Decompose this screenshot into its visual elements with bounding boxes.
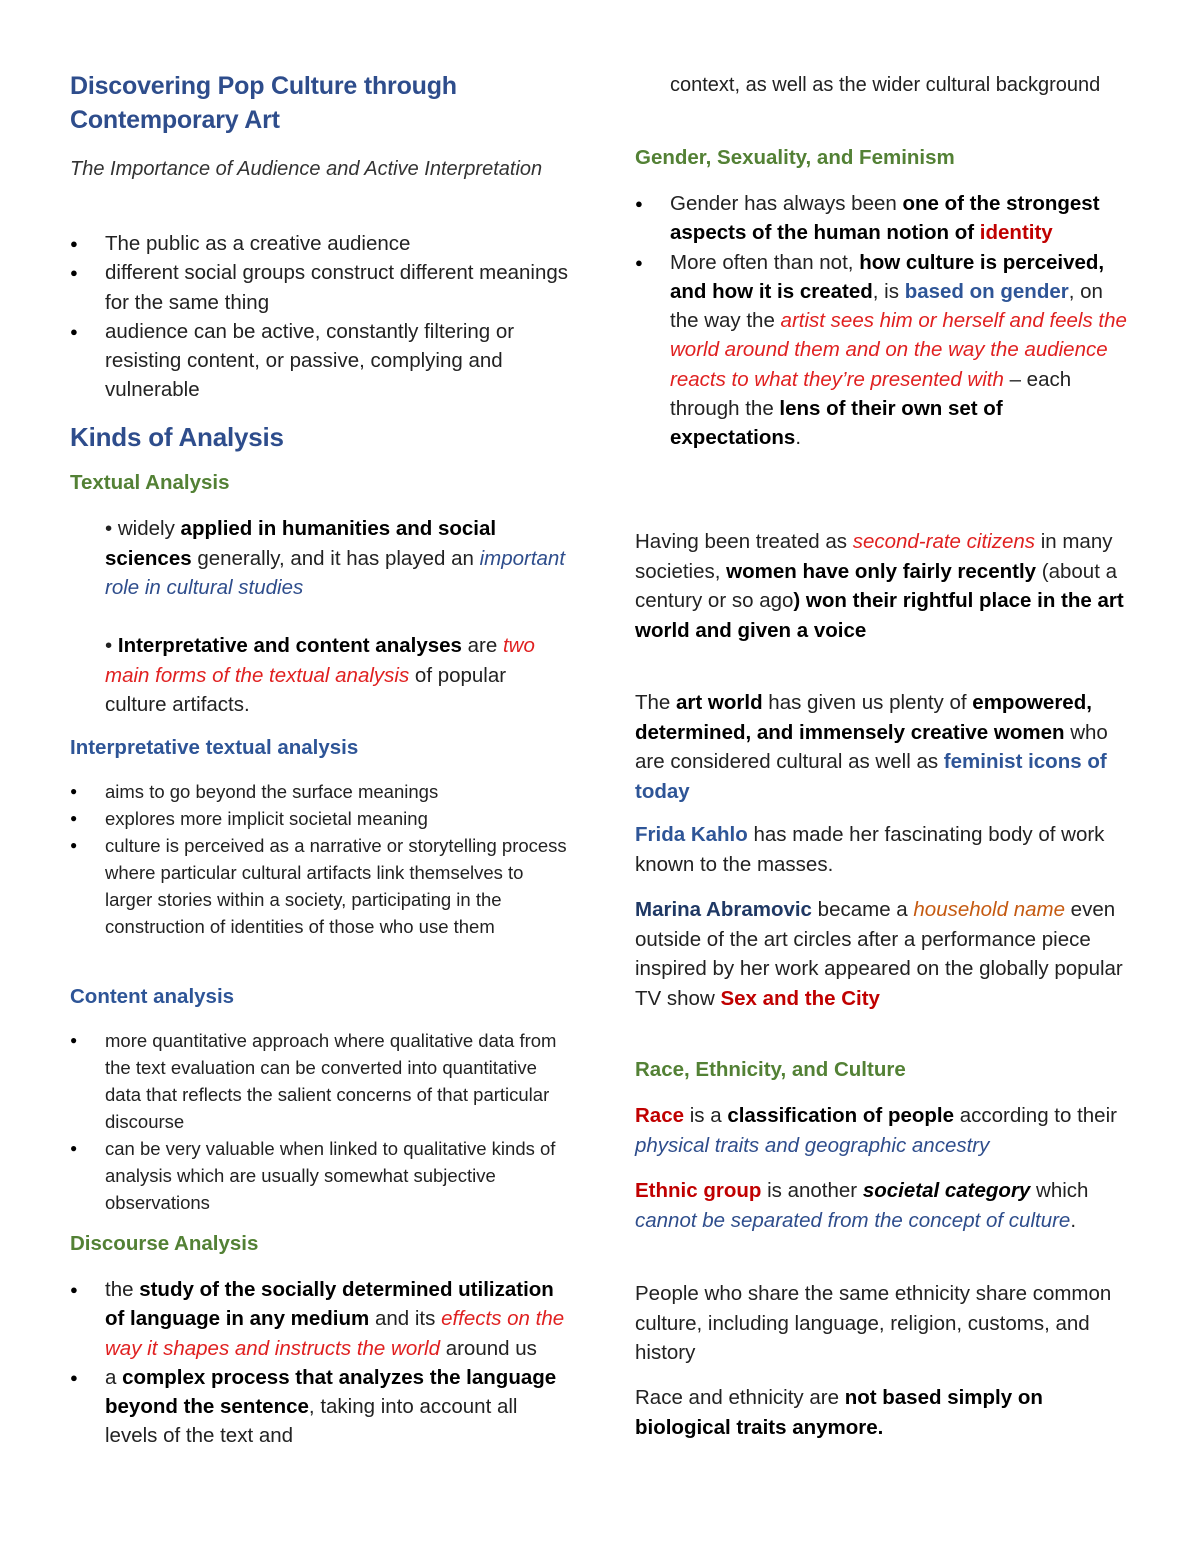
ethnic-paragraph: Ethnic group is another societal category which cannot be separated from the concept of culture. xyxy=(635,1179,1089,1232)
gender-list xyxy=(635,189,1135,453)
citizens-paragraph: Having been treated as second-rate citizens in many societies, women have only fairly recently (about a century or so ago) won their rightful place in the art world and given a voice xyxy=(635,530,1124,642)
list-item: ● aims to go beyond the surface meanings xyxy=(70,778,570,805)
interpretative-analysis-heading: Interpretative textual analysis xyxy=(70,736,359,759)
interpretative-list xyxy=(70,778,570,940)
list-item: ● more quantitative approach where qualitative data from the text evaluation can be converted into quantitative data that reflects the salient concerns of that particular discourse xyxy=(70,1027,570,1135)
content-analysis-heading: Content analysis xyxy=(70,985,235,1008)
list-item: ● audience can be active, constantly filtering or resisting content, or passive, complying and vulnerable xyxy=(70,317,570,405)
discourse-analysis-heading: Discourse Analysis xyxy=(70,1232,259,1255)
list-item: ● a complex process that analyzes the language beyond the sentence, taking into account all levels of the text and xyxy=(70,1363,570,1451)
list-item: ● More often than not, how culture is perceived, and how it is created, is based on gender, on the way the artist sees him or herself and feels the world around them and on the way the audience reacts to what they’re presented with – each through the lens of their own set of expectations. xyxy=(635,248,1135,453)
continuation-text: context, as well as the wider cultural background xyxy=(670,74,1101,96)
list-item: ● culture is perceived as a narrative or storytelling process where particular cultural artifacts link themselves to larger stories within a society, participating in the construction of identities of those who use them xyxy=(70,832,570,940)
list-item: ● the study of the socially determined utilization of language in any medium and its effects on the way it shapes and instructs the world around us xyxy=(70,1275,570,1363)
document-title: Discovering Pop Culture through Contemporary Art xyxy=(70,72,457,134)
subtitle: The Importance of Audience and Active Interpretation xyxy=(70,158,543,180)
race-paragraph: Race is a classification of people according to their physical traits and geographic ancestry xyxy=(635,1104,1117,1157)
gender-heading: Gender, Sexuality, and Feminism xyxy=(635,146,955,169)
audience-list xyxy=(70,229,570,405)
list-item: ● The public as a creative audience xyxy=(70,229,570,258)
kinds-of-analysis-heading: Kinds of Analysis xyxy=(70,422,284,452)
discourse-list xyxy=(70,1275,570,1451)
textual-analysis-heading: Textual Analysis xyxy=(70,471,230,494)
textual-paragraph-2: • Interpretative and content analyses are two main forms of the textual analysis of popular culture artifacts. xyxy=(105,634,535,716)
race-heading: Race, Ethnicity, and Culture xyxy=(635,1058,906,1081)
share-paragraph: People who share the same ethnicity share common culture, including language, religion, customs, and history xyxy=(635,1282,1112,1364)
list-item: ● Gender has always been one of the strongest aspects of the human notion of identity xyxy=(635,189,1135,248)
frida-paragraph: Frida Kahlo has made her fascinating body of work known to the masses. xyxy=(635,823,1105,876)
list-item: ● different social groups construct different meanings for the same thing xyxy=(70,258,570,317)
list-item: ● can be very valuable when linked to qualitative kinds of analysis which are usually somewhat subjective observations xyxy=(70,1135,570,1216)
list-item: ● explores more implicit societal meaning xyxy=(70,805,570,832)
content-list xyxy=(70,1027,570,1216)
biological-paragraph: Race and ethnicity are not based simply on biological traits anymore. xyxy=(635,1386,1043,1439)
art-world-paragraph: The art world has given us plenty of empowered, determined, and immensely creative women who are considered cultural as well as feminist icons of today xyxy=(635,691,1108,803)
textual-paragraph-1: • widely applied in humanities and social sciences generally, and it has played an important role in cultural studies xyxy=(105,517,566,599)
marina-paragraph: Marina Abramovic became a household name even outside of the art circles after a performance piece inspired by her work appeared on the globally popular TV show Sex and the City xyxy=(635,898,1123,1010)
